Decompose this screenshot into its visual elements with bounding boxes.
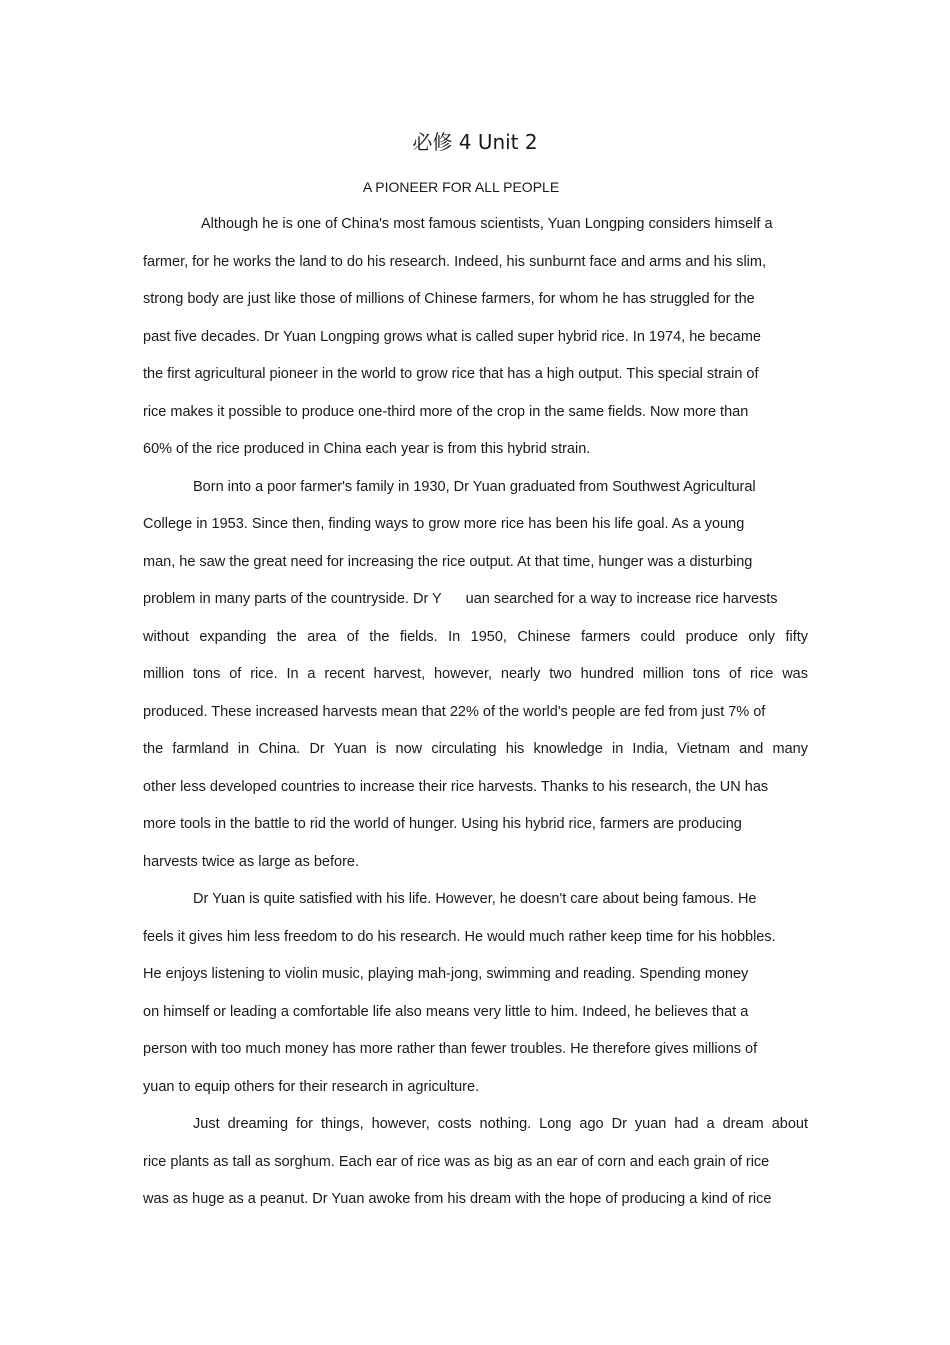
page-title: 必修 4 Unit 2 [412, 130, 538, 154]
text-line: Dr Yuan is quite satisfied with his life. However, he doesn't care about being famous. He [193, 891, 757, 907]
text-line: Born into a poor farmer's family in 1930, Dr Yuan graduated from Southwest Agricultural [193, 478, 756, 495]
text-line: other less developed countries to increase their rice harvests. Thanks to his research, the UN has [143, 778, 769, 795]
text-line: million tons of rice. In a recent harvest, however, nearly two hundred million tons of rice was [143, 666, 808, 682]
text-line: on himself or leading a comfortable life also means very little to him. Indeed, he believes that a [143, 1003, 749, 1020]
text-line: was as huge as a peanut. Dr Yuan awoke from his dream with the hope of producing a kind of rice [143, 1191, 772, 1207]
text-line: strong body are just like those of millions of Chinese farmers, for whom he has struggled for the [143, 291, 755, 307]
text-line: the farmland in China. Dr Yuan is now circulating his knowledge in India, Vietnam and many [143, 741, 808, 757]
text-line: rice plants as tall as sorghum. Each ear of rice was as big as an ear of corn and each grain of rice [143, 1153, 770, 1170]
text-line: College in 1953. Since then, finding ways to grow more rice has been his life goal. As a young [143, 516, 745, 532]
text-line: Just dreaming for things, however, costs nothing. Long ago Dr yuan had a dream about [193, 1116, 808, 1132]
text-line: more tools in the battle to rid the world of hunger. Using his hybrid rice, farmers are producing [143, 816, 742, 832]
text-line: feels it gives him less freedom to do his research. He would much rather keep time for his hobbles. [143, 928, 776, 945]
text-line: harvests twice as large as before. [143, 853, 359, 870]
article-body [143, 213, 808, 1226]
text-line: farmer, for he works the land to do his research. Indeed, his sunburnt face and arms and his slim, [143, 253, 767, 270]
text-line: man, he saw the great need for increasing the rice output. At that time, hunger was a disturbing [143, 553, 753, 570]
text-line: problem in many parts of the countryside. Dr Y uan searched for a way to increase rice harvests [143, 591, 778, 607]
text-line: past five decades. Dr Yuan Longping grows what is called super hybrid rice. In 1974, he became [143, 328, 761, 345]
text-line: person with too much money has more rather than fewer troubles. He therefore gives millions of [143, 1041, 758, 1057]
text-line: He enjoys listening to violin music, playing mah-jong, swimming and reading. Spending money [143, 966, 749, 982]
text-line: Although he is one of China's most famous scientists, Yuan Longping considers himself a [201, 216, 773, 232]
text-line: rice makes it possible to produce one-third more of the crop in the same fields. Now more than [143, 403, 749, 420]
text-line: produced. These increased harvests mean that 22% of the world's people are fed from just 7% of [143, 703, 766, 720]
text-line: the first agricultural pioneer in the world to grow rice that has a high output. This special strain of [143, 366, 759, 382]
text-line: yuan to equip others for their research in agriculture. [143, 1078, 480, 1095]
text-line: 60% of the rice produced in China each year is from this hybrid strain. [143, 441, 591, 457]
text-line: without expanding the area of the fields. In 1950, Chinese farmers could produce only fifty [143, 628, 808, 645]
article-title: A PIONEER FOR ALL PEOPLE [362, 179, 560, 195]
